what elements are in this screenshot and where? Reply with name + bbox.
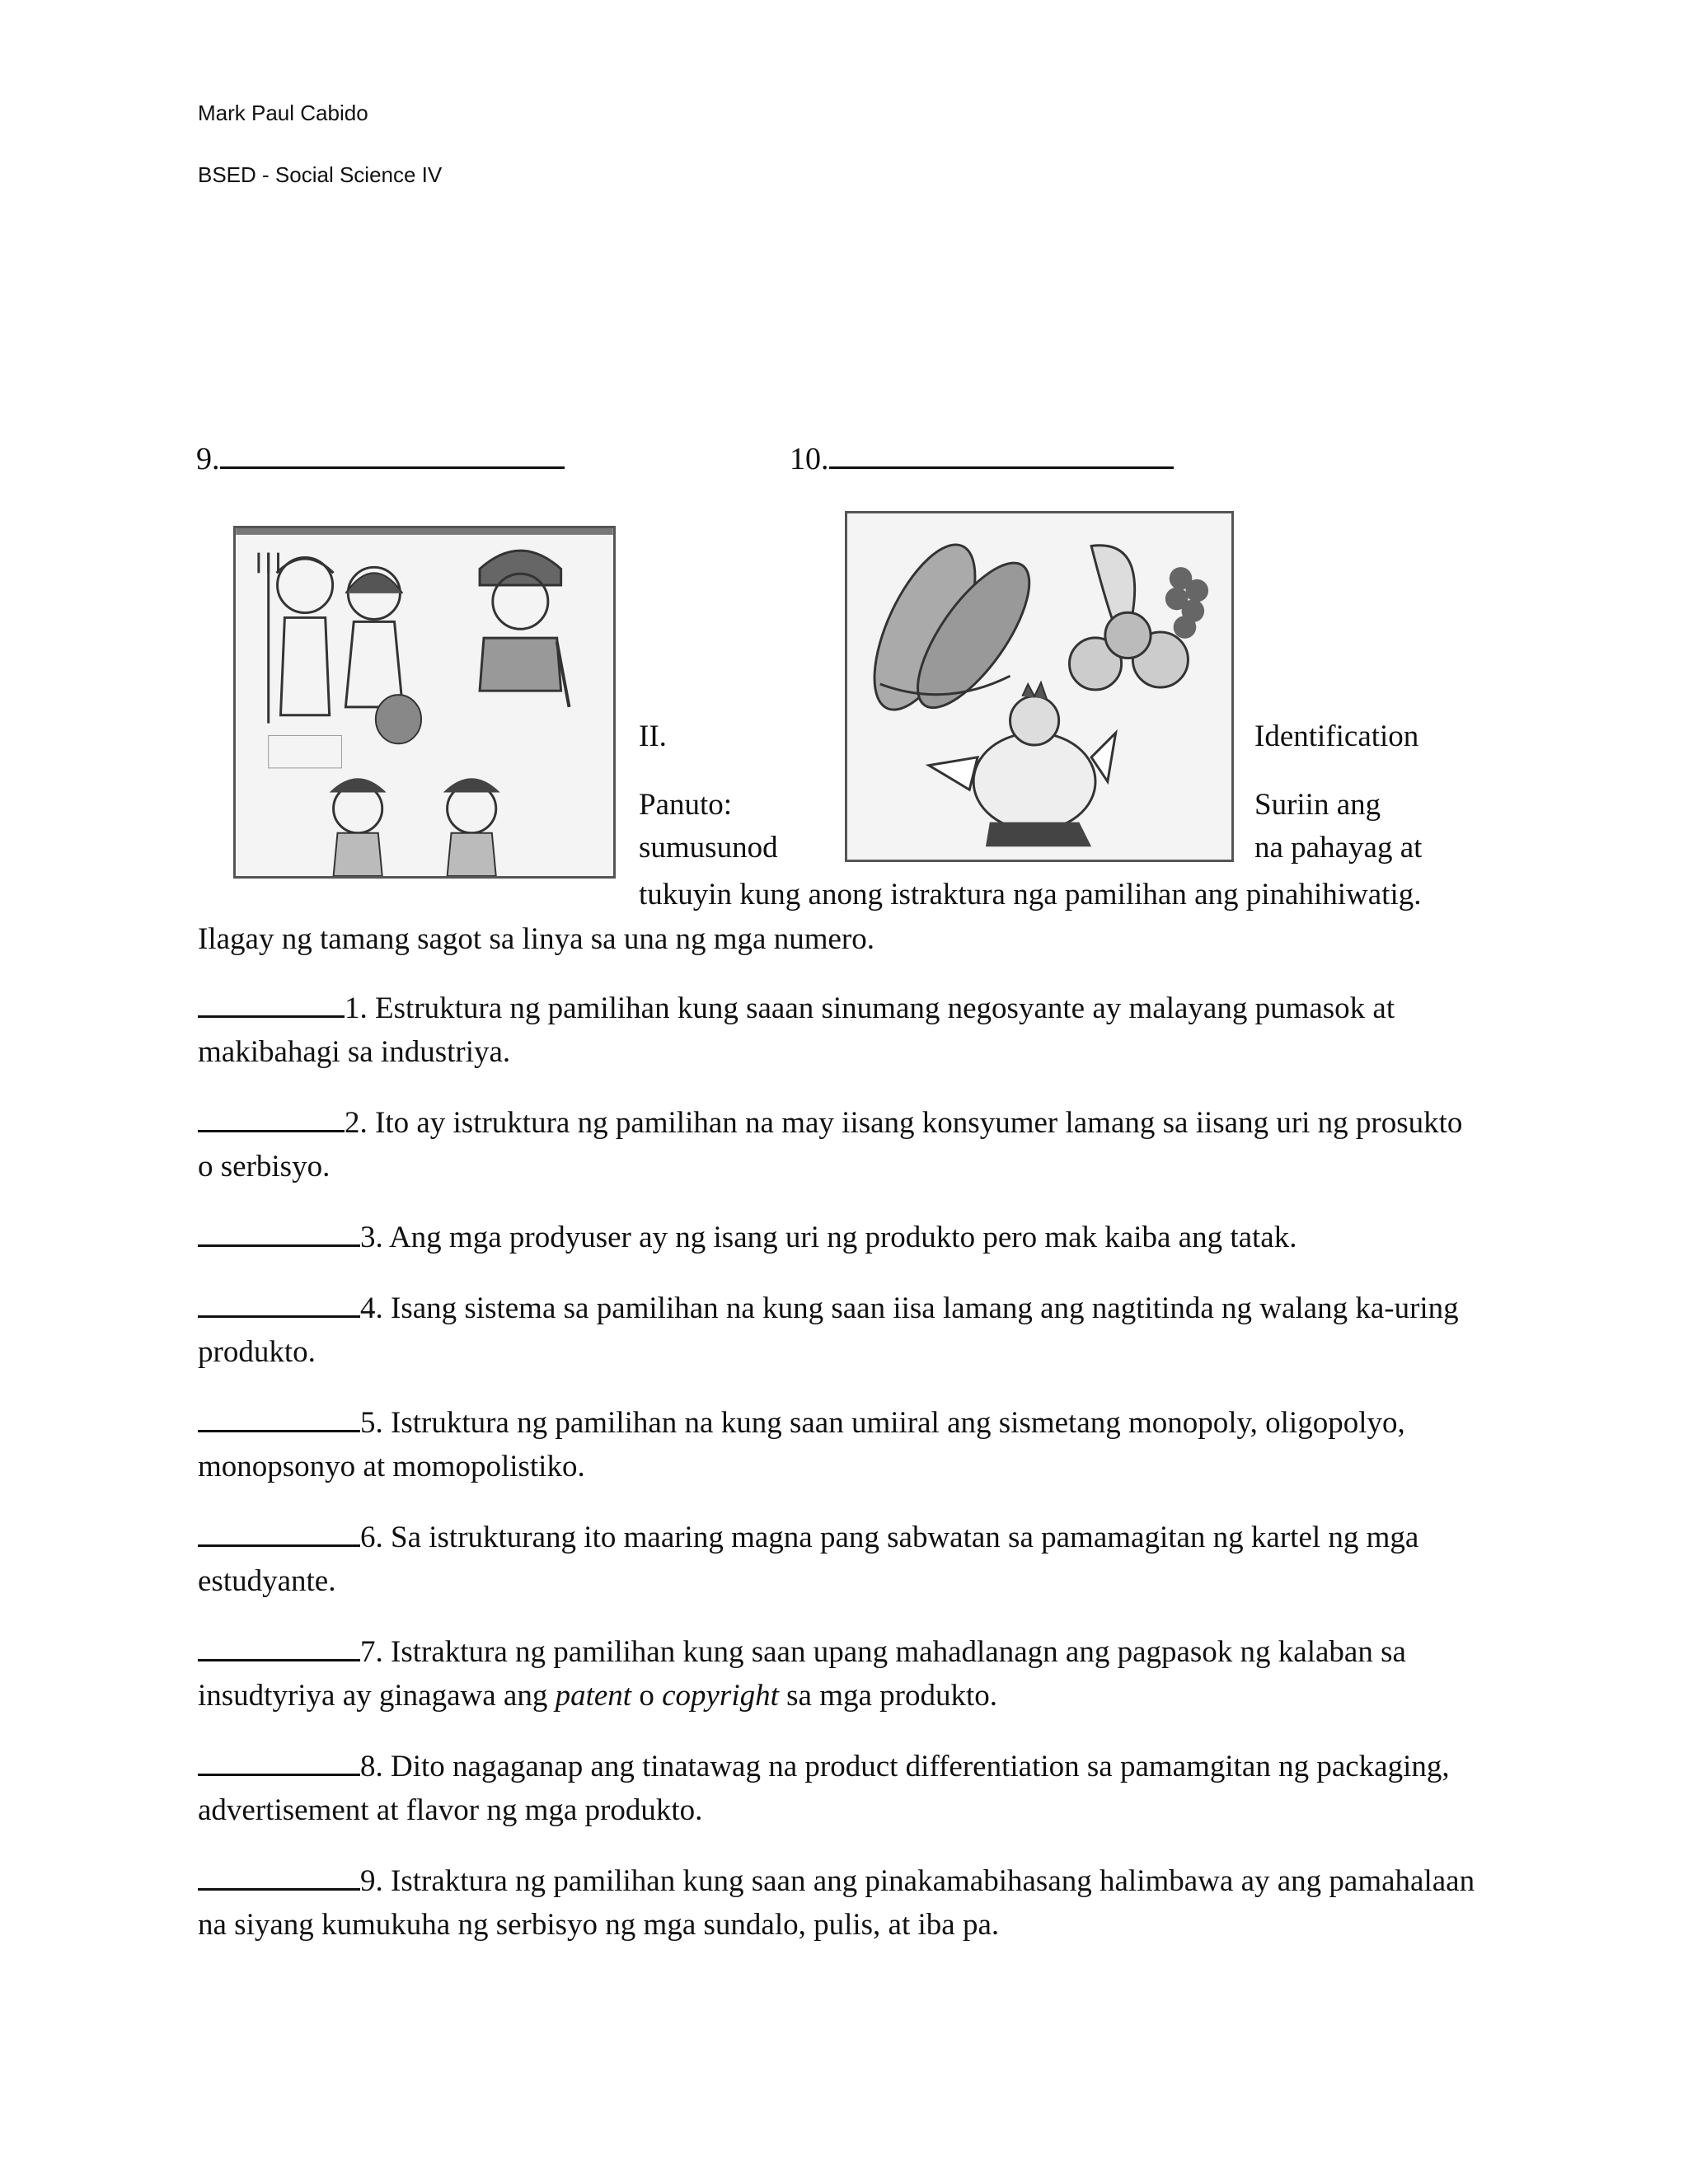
section-numeral: II. xyxy=(639,719,667,753)
item-1 xyxy=(198,986,1484,1074)
workers-illustration xyxy=(233,526,616,879)
item-text: o xyxy=(631,1679,663,1713)
answer-blank xyxy=(198,1515,360,1547)
question-9-label xyxy=(196,438,565,477)
answer-blank xyxy=(198,1858,360,1891)
item-text: 8. Dito nagaganap ang tinatawag na product differentiation sa pamamgitan ng packaging, advertisement at flavor ng mga produkto. xyxy=(198,1750,1450,1827)
item-7 xyxy=(198,1629,1484,1718)
item-text: sa mga produkto. xyxy=(778,1679,998,1713)
instructions-text-3: na pahayag at xyxy=(1254,831,1423,865)
instructions-text-2: sumusunod xyxy=(639,831,778,865)
item-text: 1. Estruktura ng pamilihan kung saaan sinumang negosyante ay malayang pumasok at makibahagi sa industriya. xyxy=(198,991,1395,1069)
author-name: Mark Paul Cabido xyxy=(198,101,368,125)
item-text: 6. Sa istrukturang ito maaring magna pang sabwatan sa pamamagitan ng kartel ng mga estudyante. xyxy=(198,1521,1419,1598)
question-10-answer-line xyxy=(829,438,1174,469)
item-text: 9. Istraktura ng pamilihan kung saan ang pinakamabihasang halimbawa ay ang pamahalaan na siyang kumukuha ng serbisyo ng mga sundalo, pulis, at iba pa. xyxy=(198,1864,1475,1942)
question-10-number: 10. xyxy=(790,442,829,476)
item-8 xyxy=(198,1744,1484,1832)
course-label: BSED - Social Science IV xyxy=(198,162,443,187)
answer-blank xyxy=(198,1286,360,1318)
item-5 xyxy=(198,1400,1484,1488)
item-text: 2. Ito ay istruktura ng pamilihan na may iisang konsyumer lamang sa iisang uri ng prosukto o serbisyo. xyxy=(198,1106,1463,1183)
answer-blank xyxy=(198,1629,360,1661)
item-6 xyxy=(198,1515,1484,1603)
item-text-copyright: copyright xyxy=(662,1679,779,1713)
workers-drawing xyxy=(236,528,613,876)
instructions-label: Panuto: xyxy=(639,788,733,822)
item-4 xyxy=(198,1286,1484,1374)
produce-drawing xyxy=(847,513,1231,860)
item-text: 4. Isang sistema sa pamilihan na kung saan iisa lamang ang nagtitinda ng walang ka-uring produkto. xyxy=(198,1291,1459,1369)
item-text: 7. Istraktura ng pamilihan kung saan upang mahadlanagn ang pagpasok ng kalaban sa insudtyriya ay ginagawa ang xyxy=(198,1635,1406,1713)
produce-illustration xyxy=(845,511,1234,862)
question-10-label xyxy=(790,438,1174,477)
item-2 xyxy=(198,1100,1484,1188)
instructions-text-5: Ilagay ng tamang sagot sa linya sa una ng mga numero. xyxy=(198,922,874,956)
item-9 xyxy=(198,1858,1484,1947)
answer-blank xyxy=(198,1100,345,1132)
answer-blank xyxy=(198,1215,360,1247)
item-3 xyxy=(198,1215,1484,1259)
answer-blank xyxy=(198,986,345,1018)
question-9-answer-line xyxy=(220,438,565,469)
question-9-number: 9. xyxy=(196,442,220,476)
item-text-patent: patent xyxy=(555,1679,632,1713)
section-title: Identification xyxy=(1254,719,1419,753)
answer-blank xyxy=(198,1744,360,1776)
answer-blank xyxy=(198,1400,360,1432)
item-text: 5. Istruktura ng pamilihan na kung saan umiiral ang sismetang monopoly, oligopolyo, monopsonyo at momopolistiko. xyxy=(198,1406,1405,1483)
instructions-text-4: tukuyin kung anong istraktura nga pamilihan ang pinahihiwatig. xyxy=(639,878,1422,912)
item-text: 3. Ang mga prodyuser ay ng isang uri ng produkto pero mak kaiba ang tatak. xyxy=(360,1221,1297,1254)
instructions-text-1: Suriin ang xyxy=(1254,788,1381,822)
